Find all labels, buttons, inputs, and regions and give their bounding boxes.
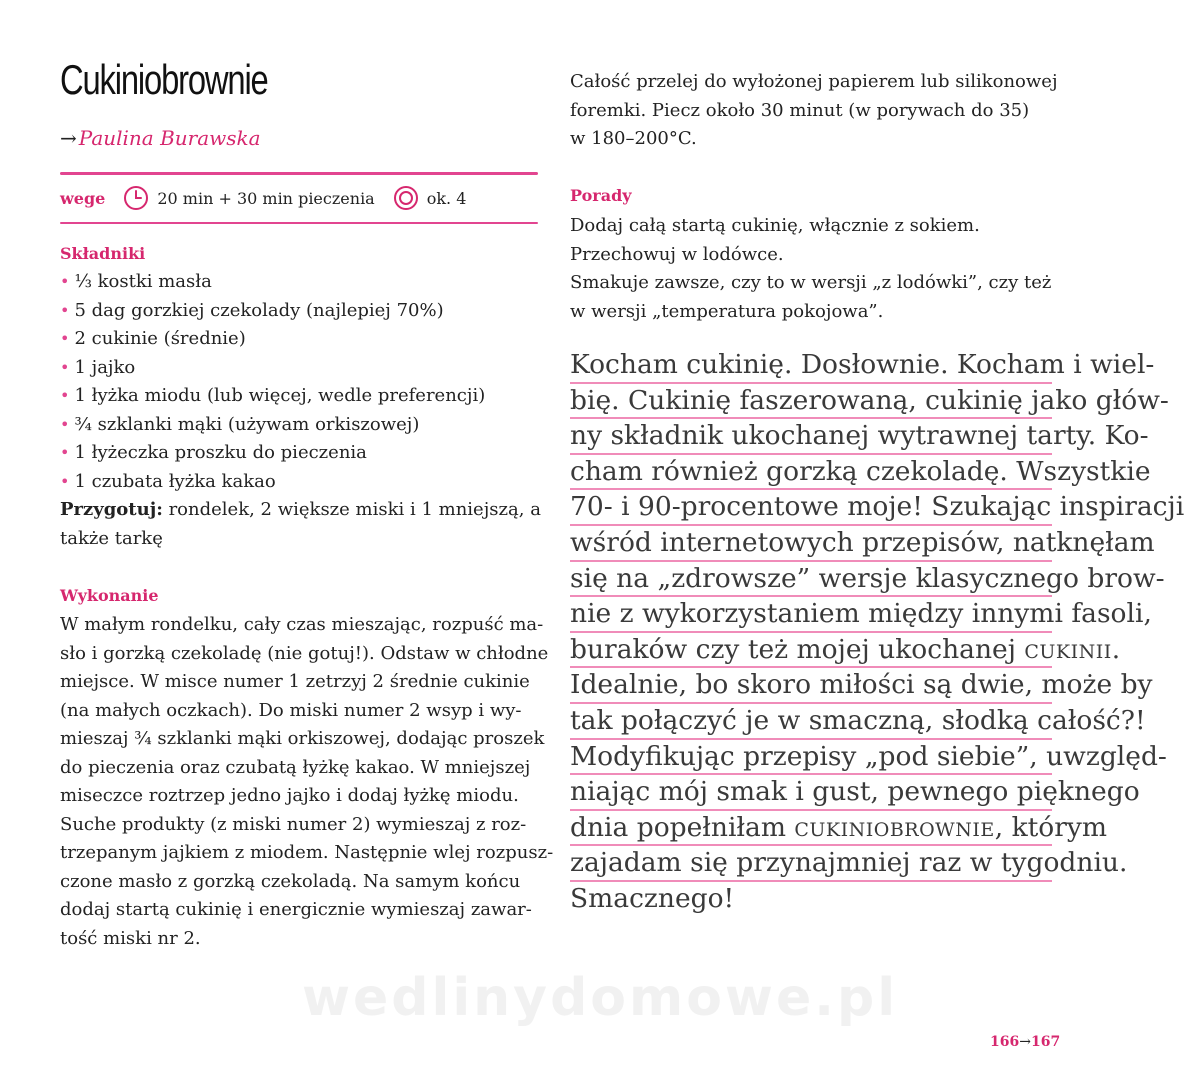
tip-line: w wersji „temperatura pokojowa”. xyxy=(570,300,884,322)
ingredient-item: • 1 czubata łyżka kakao xyxy=(60,468,540,497)
story-line: bię. Cukinię faszerowaną, cukinię jako głów- xyxy=(570,384,1052,420)
servings-icon xyxy=(393,185,419,211)
story-text: , którym xyxy=(994,811,1107,843)
ingredient-item: • 5 dag gorzkiej czekolady (najlepiej 70%) xyxy=(60,297,540,326)
divider-bottom xyxy=(60,222,538,224)
method-heading: Wykonanie xyxy=(60,586,159,605)
story-line: tak połączyć je w smaczną, słodką całość?! xyxy=(570,704,1052,740)
diet-badge: wege xyxy=(60,188,106,208)
prep-time: 20 min + 30 min pieczenia xyxy=(157,188,375,208)
clock-icon xyxy=(123,185,149,211)
method-line: Suche produkty (z miski numer 2) wymieszaj z roz- xyxy=(60,813,527,835)
recipe-author xyxy=(60,126,261,150)
ingredient-item: • ¾ szklanki mąki (używam orkiszowej) xyxy=(60,411,540,440)
page-right: 167 xyxy=(1030,1034,1061,1050)
tip-line: Dodaj całą startą cukinię, włącznie z sokiem. xyxy=(570,215,980,236)
watermark: wedlinydomowe.pl xyxy=(301,968,899,1028)
method-line: dodaj startą cukinię i energicznie wymieszaj zawar- xyxy=(60,899,532,920)
ingredient-item: • 1 łyżka miodu (lub więcej, wedle preferencji) xyxy=(60,382,540,411)
story-text: dnia popełniłam xyxy=(570,811,795,843)
recipe-title: Cukiniobrownie xyxy=(60,56,268,103)
method-line: mieszaj ¾ szklanki mąki orkiszowej, dodając proszek xyxy=(60,728,545,749)
tips-text xyxy=(570,212,1060,326)
tips-heading: Porady xyxy=(570,186,632,205)
method-line: miseczce roztrzep jedno jajko i dodaj łyżkę miodu. xyxy=(60,785,519,806)
method-line: trzepanym jajkiem z miodem. Następnie wlej rozpusz- xyxy=(60,842,554,863)
method-line: do pieczenia oraz czubatą łyżkę kakao. W mniejszej xyxy=(60,756,531,778)
equipment-note xyxy=(60,496,542,553)
prepare-label: Przygotuj: xyxy=(60,499,163,520)
intro-story xyxy=(570,348,1185,916)
method-line: czone masło z gorzką czekoladą. Na samym końcu xyxy=(60,870,521,892)
story-line: nie z wykorzystaniem między innymi fasoli, xyxy=(570,597,1052,633)
story-line xyxy=(570,633,1121,669)
tip-line: Smakuje zawsze, czy to w wersji „z lodówki”, czy też xyxy=(570,272,1052,293)
story-smallcaps: cukinii xyxy=(1024,633,1112,665)
method-line: w 180–200°C. xyxy=(570,128,697,149)
story-line: Smacznego! xyxy=(570,882,735,914)
story-smallcaps: cukiniobrownie xyxy=(794,811,995,843)
ingredient-item: • 2 cukinie (średnie) xyxy=(60,325,540,354)
method-line: tość miski nr 2. xyxy=(60,927,201,949)
story-line: Modyfikując przepisy „pod siebie”, uwzględ- xyxy=(570,740,1052,776)
tip-line: Przechowuj w lodówce. xyxy=(570,243,784,265)
method-line: miejsce. W misce numer 1 zetrzyj 2 średnie cukinie xyxy=(60,671,530,692)
method-line: foremki. Piecz około 30 minut (w porywach do 35) xyxy=(570,99,1030,121)
method-line: Całość przelej do wyłożonej papierem lub silikonowej xyxy=(570,71,1058,92)
divider-top xyxy=(60,172,538,175)
ingredient-item: • 1 jajko xyxy=(60,354,540,383)
ingredient-item: • ⅓ kostki masła xyxy=(60,268,540,297)
story-line: się na „zdrowsze” wersje klasycznego brow- xyxy=(570,562,1052,598)
story-line: Kocham cukinię. Dosłownie. Kocham i wiel- xyxy=(570,348,1052,384)
story-line xyxy=(570,811,1107,847)
story-line: Idealnie, bo skoro miłości są dwie, może by xyxy=(570,668,1052,704)
story-line: cham również gorzką czekoladę. Wszystkie xyxy=(570,455,1052,491)
page-numbers xyxy=(990,1034,1060,1050)
author-arrow: → xyxy=(60,126,77,150)
story-line: ny składnik ukochanej wytrawnej tarty. Ko- xyxy=(570,419,1052,455)
story-text: buraków czy też mojej ukochanej xyxy=(570,633,1025,665)
story-line: 70- i 90-procentowe moje! Szukając inspiracji xyxy=(570,490,1052,526)
ingredient-item: • 1 łyżeczka proszku do pieczenia xyxy=(60,439,540,468)
method-line: (na małych oczkach). Do miski numer 2 wsyp i wy- xyxy=(60,699,522,721)
prepare-text: rondelek, 2 większe miski i 1 mniejszą, a także tarkę xyxy=(60,499,541,549)
recipe-meta xyxy=(60,183,466,213)
page-arrow: → xyxy=(1019,1034,1031,1050)
author-name: Paulina Burawska xyxy=(78,126,261,150)
method-line: W małym rondelku, cały czas mieszając, rozpuść ma- xyxy=(60,614,544,635)
method-continued xyxy=(570,68,1060,154)
method-text xyxy=(60,611,554,953)
story-line: niając mój smak i gust, pewnego pięknego xyxy=(570,775,1052,811)
story-text: . xyxy=(1111,633,1121,665)
page-left: 166 xyxy=(990,1034,1020,1050)
story-line: zajadam się przynajmniej raz w tygodniu. xyxy=(570,846,1052,882)
method-line: sło i gorzką czekoladę (nie gotuj!). Odstaw w chłodne xyxy=(60,642,549,664)
ingredients-list xyxy=(60,268,540,496)
story-line: wśród internetowych przepisów, natknęłam xyxy=(570,526,1052,562)
servings: ok. 4 xyxy=(426,188,467,208)
ingredients-heading: Składniki xyxy=(60,244,146,263)
